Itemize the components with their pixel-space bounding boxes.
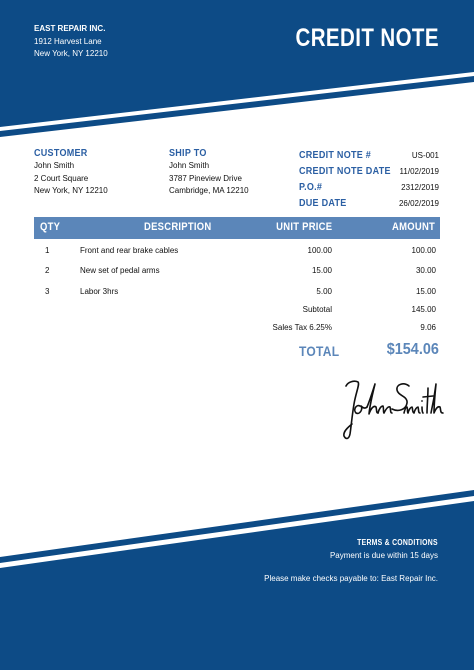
subtotal-row xyxy=(34,305,440,321)
cell-description: New set of pedal arms xyxy=(80,266,160,275)
ship-to-line1: 3787 Pineview Drive xyxy=(169,173,242,183)
meta-credit-note-date xyxy=(299,165,439,181)
signature xyxy=(334,372,444,444)
cell-description: Front and rear brake cables xyxy=(80,246,179,255)
company-address-line2: New York, NY 12210 xyxy=(34,49,108,58)
total-value: $154.06 xyxy=(386,341,439,358)
customer-address xyxy=(34,160,108,198)
cell-amount: 30.00 xyxy=(415,266,436,275)
company-info xyxy=(34,23,108,61)
meta-value: 11/02/2019 xyxy=(399,167,439,176)
table-row xyxy=(34,246,440,266)
meta-label: CREDIT NOTE DATE xyxy=(299,165,391,177)
ship-to-address xyxy=(169,160,249,198)
meta-value: 2312/2019 xyxy=(401,183,439,192)
terms-line2: Please make checks payable to: East Repair Inc. xyxy=(264,574,438,583)
col-description: DESCRIPTION xyxy=(144,221,212,233)
customer-line1: 2 Court Square xyxy=(34,173,89,183)
terms-line1: Payment is due within 15 days xyxy=(329,551,438,560)
meta-label: CREDIT NOTE # xyxy=(299,149,372,161)
meta-value: US-001 xyxy=(411,151,439,160)
cell-qty: 1 xyxy=(45,246,50,255)
tax-value: 9.06 xyxy=(420,323,436,332)
tax-label: Sales Tax 6.25% xyxy=(272,323,332,332)
company-address-line1: 1912 Harvest Lane xyxy=(34,36,102,46)
cell-qty: 3 xyxy=(45,287,50,296)
terms-heading: TERMS & CONDITIONS xyxy=(357,538,438,547)
meta-po-number xyxy=(299,181,439,197)
tax-row xyxy=(34,323,440,339)
customer-line2: New York, NY 12210 xyxy=(34,186,108,195)
meta-label: P.O.# xyxy=(299,181,323,193)
meta-label: DUE DATE xyxy=(299,197,347,209)
cell-unit-price: 15.00 xyxy=(311,266,332,275)
cell-unit-price: 100.00 xyxy=(307,246,332,255)
customer-heading: CUSTOMER xyxy=(34,147,88,159)
meta-due-date xyxy=(299,197,439,213)
table-row xyxy=(34,266,440,286)
cell-description: Labor 3hrs xyxy=(80,287,119,296)
meta-value: 26/02/2019 xyxy=(398,199,439,208)
customer-name: John Smith xyxy=(34,161,75,170)
cell-unit-price: 5.00 xyxy=(316,287,332,296)
cell-amount: 100.00 xyxy=(411,246,436,255)
cell-amount: 15.00 xyxy=(415,287,436,296)
col-amount: AMOUNT xyxy=(391,221,435,233)
table-row xyxy=(34,287,440,307)
cell-qty: 2 xyxy=(45,266,50,275)
meta-credit-note-number xyxy=(299,149,439,165)
document-title: CREDIT NOTE xyxy=(295,24,439,52)
total-label: TOTAL xyxy=(299,343,340,359)
ship-to-heading: SHIP TO xyxy=(169,147,207,159)
col-unit-price: UNIT PRICE xyxy=(275,221,332,233)
subtotal-value: 145.00 xyxy=(411,305,436,314)
table-header xyxy=(34,217,440,239)
ship-to-line2: Cambridge, MA 12210 xyxy=(169,186,249,195)
company-name: EAST REPAIR INC. xyxy=(34,24,106,33)
subtotal-label: Subtotal xyxy=(302,305,332,314)
col-qty: QTY xyxy=(40,221,61,233)
ship-to-name: John Smith xyxy=(169,161,210,170)
